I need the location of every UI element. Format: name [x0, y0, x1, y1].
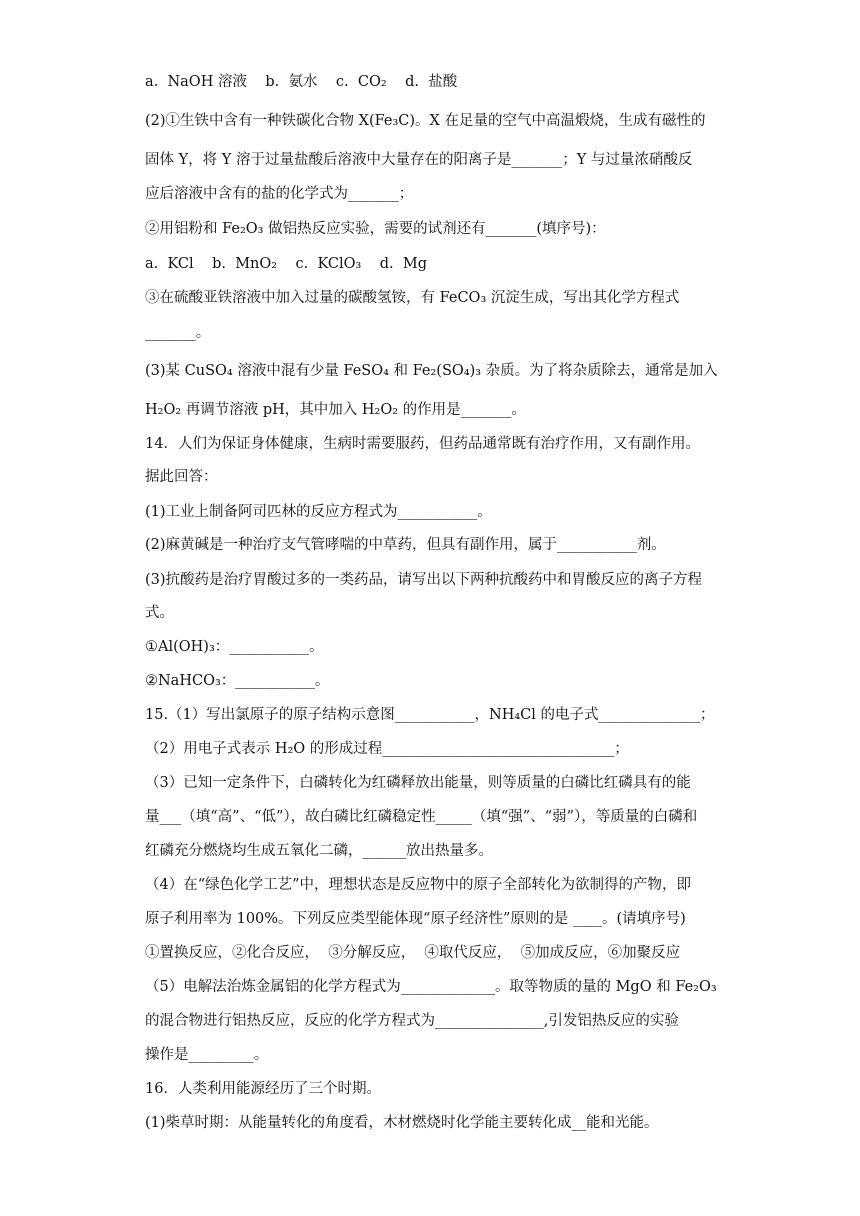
text-line: 式。	[145, 605, 174, 621]
q14-stem	[145, 467, 218, 487]
q14-3-b	[145, 671, 330, 691]
q15-4-text	[145, 875, 691, 895]
q14-3-a	[145, 637, 324, 657]
q14-3-text	[145, 603, 174, 623]
text-line: ②NaHCO₃：___________。	[145, 673, 330, 689]
text-line: 16．人类利用能源经历了三个时期。	[145, 1081, 381, 1097]
text-line: （3）已知一定条件下，白磷转化为红磷释放出能量，则等质量的白磷比红磷具有的能	[145, 775, 691, 791]
q14-2-text	[145, 535, 666, 555]
text-line: 红磷充分燃烧均生成五氧化二磷，______放出热量多。	[145, 843, 493, 859]
text-line: ②用铝粉和 Fe₂O₃ 做铝热反应实验，需要的试剂还有_______(填序号)：	[145, 221, 606, 237]
text-line: 原子利用率为 100%。下列反应类型能体现“原子经济性”原则的是 ____。(请填序号)	[145, 911, 686, 927]
text-line: 量___（填“高”、“低”），故白磷比红磷稳定性_____（填“强”、“弱”），等质量的白磷和	[145, 809, 698, 825]
text-line: 14．人们为保证身体健康，生病时需要服药，但药品通常既有治疗作用，又有副作用。	[145, 436, 700, 452]
q14-stem	[145, 434, 700, 454]
q14-1-text	[145, 502, 492, 522]
q13-2-3-text	[145, 323, 210, 343]
q16-1-text	[145, 1113, 659, 1133]
text-line: (3)抗酸药是治疗胃酸过多的一类药品，请写出以下两种抗酸药中和胃酸反应的离子方程	[145, 572, 703, 588]
q15-3-text	[145, 841, 493, 861]
text-line: (1)工业上制备阿司匹林的反应方程式为___________。	[145, 504, 492, 520]
q15-5-text	[145, 1011, 679, 1031]
text-line: 操作是_________。	[145, 1047, 269, 1063]
text-line: (3)某 CuSO₄ 溶液中混有少量 FeSO₄ 和 Fe₂(SO₄)₃ 杂质。为了将杂质除去，通常是加入	[145, 363, 718, 379]
q13-2-2-text	[145, 219, 606, 239]
q15-5-text	[145, 1045, 268, 1065]
text-line: 15.（1）写出氯原子的原子结构示意图___________，NH₄Cl 的电子式______________；	[145, 707, 715, 723]
q13-2-1-text	[145, 111, 705, 131]
text-line: 固体 Y，将 Y 溶于过量盐酸后溶液中大量存在的阳离子是_______；Y 与过量浓硝酸反	[145, 152, 693, 168]
text-line: (1)柴草时期：从能量转化的角度看，木材燃烧时化学能主要转化成__能和光能。	[145, 1115, 659, 1131]
q14-3-text	[145, 570, 702, 590]
q13-options-2	[145, 254, 427, 274]
q13-options-1	[145, 72, 457, 92]
text-line: a. KCl b. MnO₂ c. KClO₃ d. Mg	[145, 256, 428, 272]
text-line: （2）用电子式表示 H₂O 的形成过程________________________________；	[145, 741, 629, 757]
q13-3-text	[145, 400, 526, 420]
text-line: _______。	[145, 325, 211, 341]
text-line: （4）在“绿色化学工艺”中，理想状态是反应物中的原子全部转化为欲制得的产物，即	[145, 877, 692, 893]
q15-1-text	[145, 705, 715, 725]
q15-4-text	[145, 909, 686, 929]
q16-stem	[145, 1079, 381, 1099]
text-line: ①置换反应，②化合反应， ③分解反应， ④取代反应， ⑤加成反应，⑥加聚反应	[145, 945, 681, 961]
q15-3-text	[145, 807, 697, 827]
text-line: (2)麻黄碱是一种治疗支气管哮喘的中草药，但具有副作用，属于___________剂。	[145, 537, 666, 553]
text-line: H₂O₂ 再调节溶液 pH，其中加入 H₂O₂ 的作用是_______。	[145, 402, 526, 418]
text-line: a. NaOH 溶液 b. 氨水 c. CO₂ d. 盐酸	[145, 74, 458, 90]
q13-2-3-text	[145, 288, 679, 308]
text-line: 据此回答：	[145, 469, 218, 485]
q13-2-1-text	[145, 184, 413, 204]
q13-3-text	[145, 361, 718, 381]
q15-5-text	[145, 977, 717, 997]
q15-2-text	[145, 739, 629, 759]
q15-4-options	[145, 943, 680, 963]
q13-2-1-text	[145, 150, 692, 170]
text-line: （5）电解法治炼金属铝的化学方程式为_____________。取等物质的量的 MgO 和 Fe₂O₃	[145, 979, 717, 995]
text-line: 应后溶液中含有的盐的化学式为_______；	[145, 186, 414, 202]
text-line: ①Al(OH)₃：___________。	[145, 639, 324, 655]
text-line: ③在硫酸亚铁溶液中加入过量的碳酸氢铵，有 FeCO₃ 沉淀生成，写出其化学方程式	[145, 290, 680, 306]
text-line: 的混合物进行铝热反应，反应的化学方程式为_______________,引发铝热反应的实验	[145, 1013, 679, 1029]
text-line: (2)①生铁中含有一种铁碳化合物 X(Fe₃C)。X 在足量的空气中高温煅烧，生成有磁性的	[145, 113, 706, 129]
q15-3-text	[145, 773, 691, 793]
